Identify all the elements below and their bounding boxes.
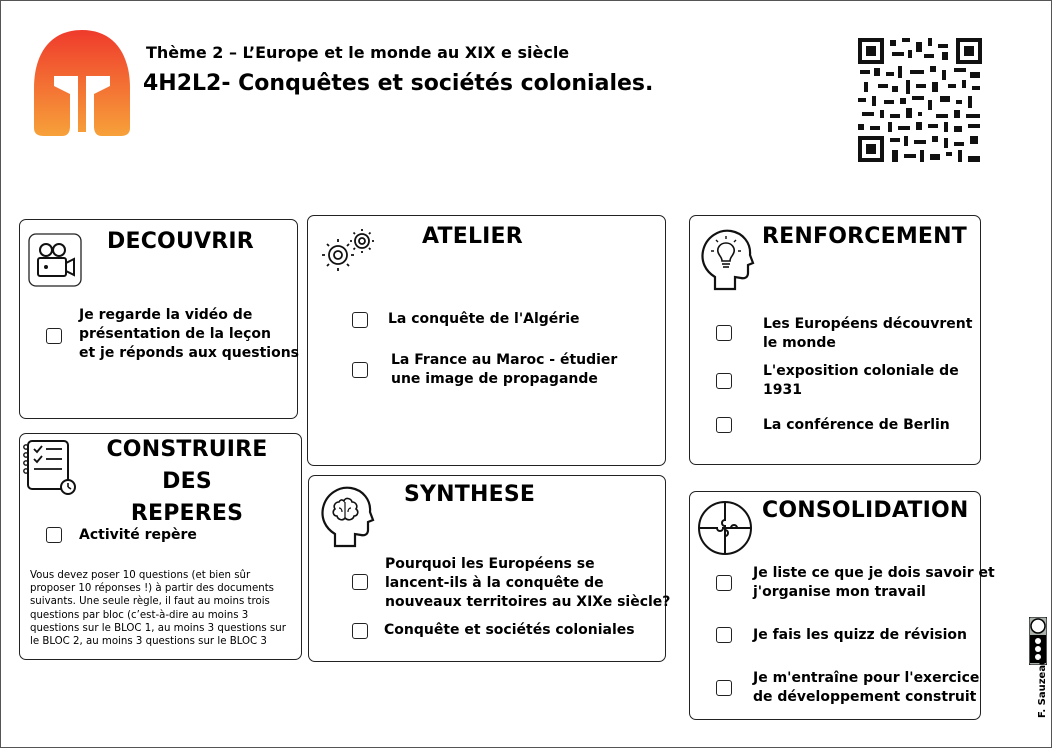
renforcement-checkbox-3[interactable]: [716, 417, 732, 433]
checklist-icon: [22, 437, 78, 497]
consolidation-title: CONSOLIDATION: [762, 498, 969, 523]
consolidation-item-2: Je fais les quizz de révision: [753, 627, 968, 643]
consolidation-item-3: Je m'entraîne pour l'exercice de développement construit: [753, 670, 980, 705]
theme-title: Thème 2 – L’Europe et le monde au XIX e siècle: [146, 43, 570, 62]
consolidation-item-1: Je liste ce que je dois savoir et j'organise mon travail: [753, 565, 995, 600]
renforcement-item-2: L'exposition coloniale de 1931: [763, 363, 959, 398]
renforcement-item-1: Les Européens découvrent le monde: [763, 316, 973, 351]
puzzle-icon: [697, 500, 753, 556]
consolidation-checkbox-1[interactable]: [716, 575, 732, 591]
synthese-title: SYNTHESE: [404, 482, 536, 507]
atelier-item-1: La conquête de l'Algérie: [388, 311, 580, 327]
synthese-checkbox-2[interactable]: [352, 623, 368, 639]
atelier-item-2: La France au Maroc - étudier une image de propagande: [391, 352, 618, 387]
renforcement-checkbox-1[interactable]: [716, 325, 732, 341]
atelier-title: ATELIER: [422, 224, 523, 249]
reperes-checkbox-1[interactable]: [46, 527, 62, 543]
renforcement-checkbox-2[interactable]: [716, 373, 732, 389]
spartan-helmet-logo: [30, 28, 134, 138]
reperes-title: CONSTRUIRE DES REPERES: [106, 437, 268, 526]
head-brain-icon: [317, 484, 375, 550]
lesson-title: 4H2L2- Conquêtes et sociétés coloniales.: [143, 71, 654, 96]
atelier-checkbox-1[interactable]: [352, 312, 368, 328]
renforcement-item-3: La conférence de Berlin: [763, 417, 950, 433]
decouvrir-item-1: Je regarde la vidéo de présentation de la leçon et je réponds aux questions: [79, 307, 300, 361]
head-lightbulb-icon: [697, 225, 755, 293]
decouvrir-title: DECOUVRIR: [107, 229, 254, 254]
consolidation-checkbox-3[interactable]: [716, 680, 732, 696]
synthese-item-2: Conquête et sociétés coloniales: [384, 622, 635, 638]
decouvrir-checkbox-1[interactable]: [46, 328, 62, 344]
synthese-item-1: Pourquoi les Européens se lancent-ils à la conquête de nouveaux territoires au XIXe siècle?: [385, 556, 671, 610]
gears-icon: [318, 227, 378, 273]
atelier-checkbox-2[interactable]: [352, 362, 368, 378]
renforcement-title: RENFORCEMENT: [762, 224, 967, 249]
video-camera-icon: [28, 233, 82, 287]
synthese-checkbox-1[interactable]: [352, 574, 368, 590]
qr-code[interactable]: [858, 38, 982, 162]
reperes-item-1: Activité repère: [79, 527, 197, 543]
reperes-instructions: Vous devez poser 10 questions (et bien sûr proposer 10 réponses !) à partir des documents suivants. Une seule règle, il faut au moins trois questions par bloc (c’est-à-dire au moins 3 questions sur le BLOC 1, au moins 3 questions sur le BLOC 2, au moins 3 questions sur le BLOC 3: [30, 570, 286, 648]
author-credit: F. Sauzeau: [1037, 657, 1048, 718]
consolidation-checkbox-2[interactable]: [716, 627, 732, 643]
